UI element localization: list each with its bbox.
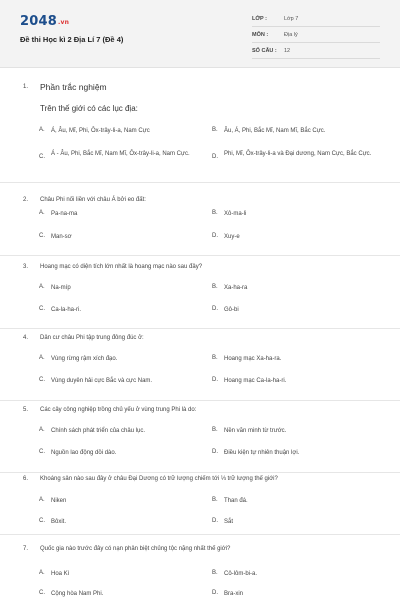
option-text: Ca-la-ha-ri. — [51, 307, 82, 313]
option-c[interactable] — [39, 590, 196, 598]
meta-count-value: 12 — [284, 48, 291, 54]
question-text: Châu Phi nối liền với châu Á bởi eo đất: — [40, 197, 146, 203]
option-text: Xa-ha-ra — [224, 285, 248, 291]
option-letter: B. — [212, 210, 218, 216]
option-text: Nguồn lao động dồi dào. — [51, 450, 117, 456]
option-text: Chính sách phát triển của châu lục. — [51, 428, 146, 434]
question-text: Các cây công nghiệp trồng chủ yếu ở vùng trung Phi là do: — [40, 407, 197, 413]
question-number: 3. — [23, 264, 29, 270]
option-letter: A. — [39, 355, 45, 361]
question-1 — [0, 68, 400, 183]
meta-class-label: LỚP : — [252, 16, 267, 22]
option-letter: B. — [212, 497, 218, 503]
option-b[interactable] — [212, 427, 369, 435]
option-letter: C. — [39, 233, 45, 239]
option-c[interactable] — [39, 518, 196, 526]
logo-text: 2048 — [20, 14, 57, 29]
option-letter: C. — [39, 154, 45, 160]
option-letter: B. — [212, 427, 218, 433]
option-d[interactable] — [212, 150, 379, 160]
question-7 — [0, 535, 400, 600]
option-text: Man-sơ — [51, 234, 72, 240]
option-text: Xuy-e — [224, 234, 240, 240]
option-d[interactable] — [212, 377, 369, 385]
option-text: Á, Âu, Mĩ, Phi, Ôx-trây-li-a, Nam Cực — [51, 128, 150, 134]
option-letter: A. — [39, 497, 45, 503]
option-a[interactable] — [39, 355, 196, 363]
option-a[interactable] — [39, 127, 196, 135]
question-text: Trên thế giới có các lục địa: — [40, 104, 138, 113]
option-text: Hoa Kì — [51, 571, 70, 577]
option-letter: C. — [39, 306, 45, 312]
option-text: Hoang mạc Xa-ha-ra. — [224, 356, 282, 362]
option-b[interactable] — [212, 355, 369, 363]
option-a[interactable] — [39, 284, 196, 292]
question-text: Khoáng sản nào sau đây ở châu Đại Dương có trữ lượng chiếm tới ⅓ trữ lượng thế giới? — [40, 476, 278, 482]
exam-title: Đề thi Học kì 2 Địa Lí 7 (Đề 4) — [20, 35, 124, 44]
option-c[interactable] — [39, 306, 196, 314]
option-a[interactable] — [39, 427, 196, 435]
option-c[interactable] — [39, 449, 196, 457]
question-text: Hoang mạc có diện tích lớn nhất là hoang mạc nào sau đây? — [40, 264, 203, 270]
option-letter: B. — [212, 355, 218, 361]
exam-header — [0, 0, 400, 68]
question-2 — [0, 183, 400, 256]
site-logo[interactable] — [20, 14, 69, 29]
option-text: Vùng rừng rậm xích đạo. — [51, 356, 118, 362]
option-text: Sắt — [224, 519, 234, 525]
option-text: Xô-ma-li — [224, 211, 247, 217]
option-letter: D. — [212, 518, 218, 524]
option-text: Bra-xin — [224, 591, 244, 597]
option-b[interactable] — [212, 284, 369, 292]
question-number: 5. — [23, 407, 29, 413]
option-text: Phi, Mĩ, Ôx-trây-li-a và Đại dương, Nam Cực, Bắc Cực. — [224, 151, 372, 157]
meta-count-label: SỐ CÂU : — [252, 48, 277, 54]
option-c[interactable] — [39, 150, 201, 160]
option-letter: D. — [212, 377, 218, 383]
option-b[interactable] — [212, 497, 369, 505]
option-letter: C. — [39, 377, 45, 383]
option-text: Gô-bi — [224, 307, 239, 313]
option-b[interactable] — [212, 570, 369, 578]
option-d[interactable] — [212, 590, 369, 598]
option-letter: D. — [212, 306, 218, 312]
option-text: Niken — [51, 498, 67, 504]
option-text: Bôxit. — [51, 519, 67, 525]
option-text: Hoang mạc Ca-la-ha-ri. — [224, 378, 287, 384]
logo-suffix: .vn — [57, 19, 70, 26]
option-letter: A. — [39, 127, 45, 133]
option-letter: A. — [39, 210, 45, 216]
option-c[interactable] — [39, 233, 196, 241]
option-b[interactable] — [212, 210, 369, 218]
option-text: Âu, Á, Phi, Bắc Mĩ, Nam Mĩ, Bắc Cực. — [224, 128, 326, 134]
option-a[interactable] — [39, 570, 196, 578]
question-number: 1. — [23, 84, 29, 90]
meta-count-row — [252, 45, 380, 59]
option-d[interactable] — [212, 449, 369, 457]
option-d[interactable] — [212, 233, 369, 241]
question-number: 4. — [23, 335, 29, 341]
option-text: Na-míp — [51, 285, 71, 291]
meta-class-row — [252, 13, 380, 27]
question-5 — [0, 401, 400, 473]
meta-class-value: Lớp 7 — [284, 16, 299, 22]
option-letter: D. — [212, 233, 218, 239]
option-letter: A. — [39, 284, 45, 290]
option-letter: D. — [212, 449, 218, 455]
meta-subject-row — [252, 29, 380, 43]
option-letter: A. — [39, 570, 45, 576]
option-a[interactable] — [39, 210, 196, 218]
option-text: Pa-na-ma — [51, 211, 78, 217]
question-text: Dân cư châu Phi tập trung đông đúc ở: — [40, 335, 144, 341]
option-text: Cộng hòa Nam Phi. — [51, 591, 104, 597]
option-letter: B. — [212, 570, 218, 576]
question-4 — [0, 329, 400, 401]
option-letter: C. — [39, 590, 45, 596]
option-text: Vùng duyên hải cực Bắc và cực Nam. — [51, 378, 153, 384]
option-text: Cô-lôm-bi-a. — [224, 571, 258, 577]
option-text: Điều kiện tự nhiên thuận lợi. — [224, 450, 300, 456]
option-letter: C. — [39, 449, 45, 455]
option-text: Á - Âu, Phi, Bắc Mĩ, Nam Mĩ, Ôx-trây-li-a, Nam Cực. — [51, 151, 190, 157]
option-text: Than đá. — [224, 498, 248, 504]
option-c[interactable] — [39, 377, 196, 385]
option-d[interactable] — [212, 518, 369, 526]
question-number: 6. — [23, 476, 29, 482]
option-letter: C. — [39, 518, 45, 524]
meta-subject-label: MÔN : — [252, 32, 269, 38]
option-d[interactable] — [212, 306, 369, 314]
option-letter: B. — [212, 284, 218, 290]
section-title: Phần trắc nghiệm — [40, 82, 107, 92]
meta-subject-value: Địa lý — [284, 32, 298, 38]
option-b[interactable] — [212, 127, 369, 135]
question-number: 7. — [23, 546, 29, 552]
question-text: Quốc gia nào trước đây có nạn phân biệt chủng tộc nặng nhất thế giới? — [40, 546, 231, 552]
option-letter: B. — [212, 127, 218, 133]
question-3 — [0, 256, 400, 329]
question-number: 2. — [23, 197, 29, 203]
question-6 — [0, 473, 400, 535]
option-a[interactable] — [39, 497, 196, 505]
option-text: Nền văn minh từ trước. — [224, 428, 287, 434]
option-letter: D. — [212, 154, 218, 160]
option-letter: D. — [212, 590, 218, 596]
option-letter: A. — [39, 427, 45, 433]
